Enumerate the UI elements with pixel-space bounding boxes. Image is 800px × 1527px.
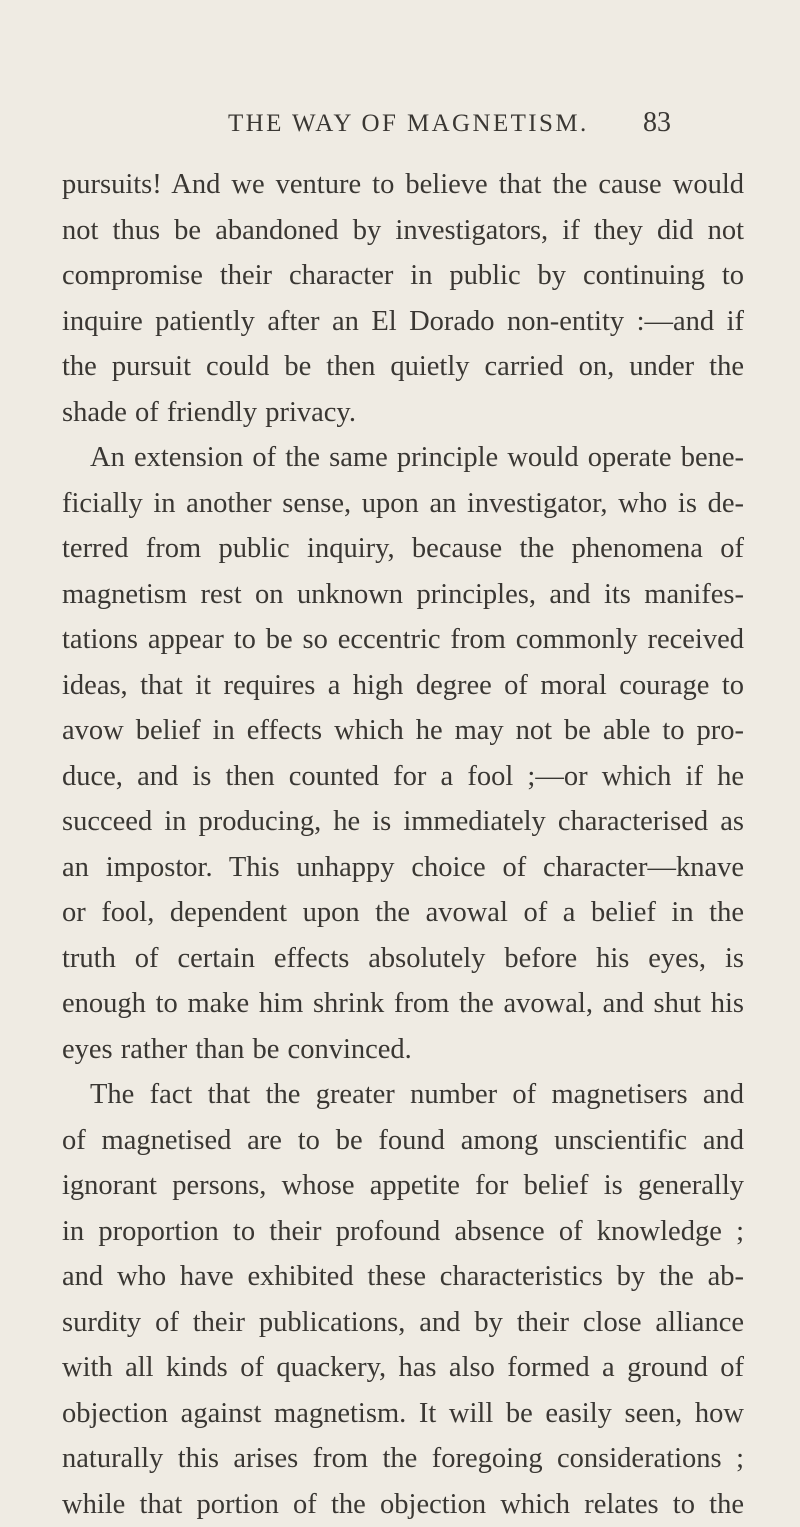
text-line: not thus be abandoned by investigators, if they did not	[62, 208, 744, 254]
page-number: 83	[643, 107, 671, 139]
text-line: in proportion to their profound absence of knowledge ;	[62, 1209, 744, 1255]
text-line: naturally this arises from the foregoing considerations ;	[62, 1436, 744, 1482]
text-line: truth of certain effects absolutely before his eyes, is	[62, 936, 744, 982]
text-line: inquire patiently after an El Dorado non-entity :—and if	[62, 299, 744, 345]
text-line: avow belief in effects which he may not be able to pro-	[62, 708, 744, 754]
text-line: objection against magnetism. It will be easily seen, how	[62, 1391, 744, 1437]
text-line: eyes rather than be convinced.	[62, 1027, 744, 1073]
text-line: duce, and is then counted for a fool ;—or which if he	[62, 754, 744, 800]
page-header	[0, 104, 800, 144]
text-line: terred from public inquiry, because the phenomena of	[62, 526, 744, 572]
text-line: succeed in producing, he is immediately characterised as	[62, 799, 744, 845]
text-line: ficially in another sense, upon an investigator, who is de-	[62, 481, 744, 527]
text-line: An extension of the same principle would operate bene-	[62, 435, 744, 481]
text-line: pursuits! And we venture to believe that the cause would	[62, 162, 744, 208]
text-line: The fact that the greater number of magnetisers and	[62, 1072, 744, 1118]
text-line: surdity of their publications, and by their close alliance	[62, 1300, 744, 1346]
text-line: of magnetised are to be found among unscientific and	[62, 1118, 744, 1164]
text-line: or fool, dependent upon the avowal of a belief in the	[62, 890, 744, 936]
text-line: and who have exhibited these characteristics by the ab-	[62, 1254, 744, 1300]
text-line: tations appear to be so eccentric from commonly received	[62, 617, 744, 663]
text-line: with all kinds of quackery, has also formed a ground of	[62, 1345, 744, 1391]
text-line: enough to make him shrink from the avowal, and shut his	[62, 981, 744, 1027]
text-line: ideas, that it requires a high degree of moral courage to	[62, 663, 744, 709]
running-title: THE WAY OF MAGNETISM.	[228, 110, 589, 138]
body-text	[62, 162, 744, 1527]
text-line: ignorant persons, whose appetite for belief is generally	[62, 1163, 744, 1209]
text-line: compromise their character in public by continuing to	[62, 253, 744, 299]
text-line: the pursuit could be then quietly carried on, under the	[62, 344, 744, 390]
text-line: shade of friendly privacy.	[62, 390, 744, 436]
text-line: an impostor. This unhappy choice of character—knave	[62, 845, 744, 891]
text-line: while that portion of the objection which relates to the	[62, 1482, 744, 1527]
text-line: magnetism rest on unknown principles, and its manifes-	[62, 572, 744, 618]
